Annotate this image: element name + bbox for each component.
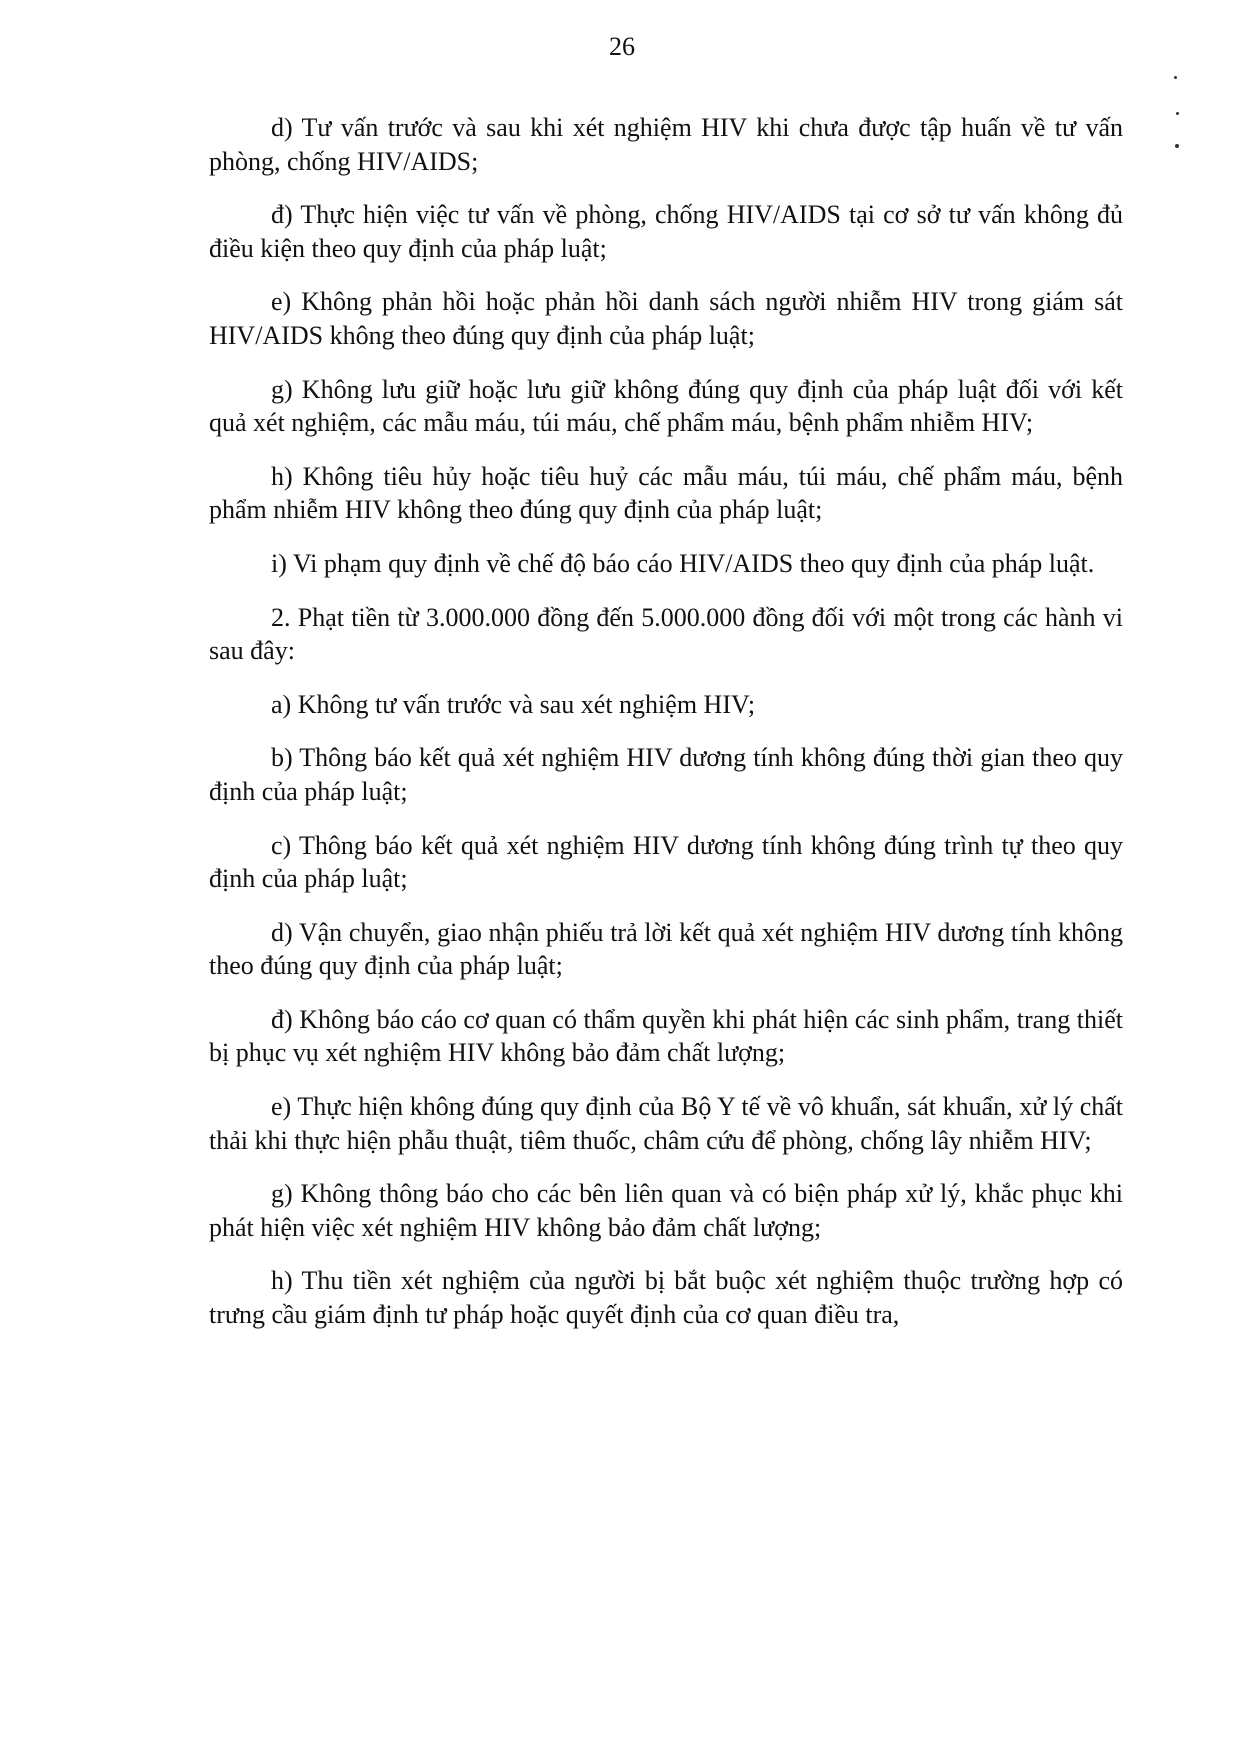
scan-speck (1175, 144, 1179, 148)
paragraph: c) Thông báo kết quả xét nghiệm HIV dương tính không đúng trình tự theo quy định của pháp luật; (209, 830, 1123, 894)
document-body (209, 111, 1123, 1352)
scan-speck (1174, 76, 1177, 79)
paragraph: h) Không tiêu hủy hoặc tiêu huỷ các mẫu máu, túi máu, chế phẩm máu, bệnh phẩm nhiễm HIV không theo đúng quy định của pháp luật; (209, 461, 1123, 525)
paragraph: d) Vận chuyển, giao nhận phiếu trả lời kết quả xét nghiệm HIV dương tính không theo đúng quy định của pháp luật; (209, 917, 1123, 981)
paragraph: g) Không lưu giữ hoặc lưu giữ không đúng quy định của pháp luật đối với kết quả xét nghiệm, các mẫu máu, túi máu, chế phẩm máu, bệnh phẩm nhiễm HIV; (209, 374, 1123, 438)
paragraph: đ) Thực hiện việc tư vấn về phòng, chống HIV/AIDS tại cơ sở tư vấn không đủ điều kiện theo quy định của pháp luật; (209, 200, 1123, 263)
paragraph: e) Không phản hồi hoặc phản hồi danh sách người nhiễm HIV trong giám sát HIV/AIDS không theo đúng quy định của pháp luật; (209, 287, 1123, 350)
paragraph: đ) Không báo cáo cơ quan có thẩm quyền khi phát hiện các sinh phẩm, trang thiết bị phục vụ xét nghiệm HIV không bảo đảm chất lượng; (209, 1004, 1123, 1068)
paragraph: g) Không thông báo cho các bên liên quan và có biện pháp xử lý, khắc phục khi phát hiện việc xét nghiệm HIV không bảo đảm chất lượng; (209, 1179, 1123, 1242)
paragraph: h) Thu tiền xét nghiệm của người bị bắt buộc xét nghiệm thuộc trường hợp có trưng cầu giám định tư pháp hoặc quyết định của cơ quan điều tra, (209, 1266, 1123, 1330)
paragraph: 2. Phạt tiền từ 3.000.000 đồng đến 5.000.000 đồng đối với một trong các hành vi sau đây: (209, 602, 1123, 666)
paragraph: i) Vi phạm quy định về chế độ báo cáo HIV/AIDS theo quy định của pháp luật. (271, 548, 1095, 578)
page-number: 26 (609, 32, 635, 61)
paragraph: a) Không tư vấn trước và sau xét nghiệm HIV; (271, 689, 756, 719)
paragraph: d) Tư vấn trước và sau khi xét nghiệm HIV khi chưa được tập huấn về tư vấn phòng, chống HIV/AIDS; (209, 113, 1123, 176)
paragraph: e) Thực hiện không đúng quy định của Bộ Y tế về vô khuẩn, sát khuẩn, xử lý chất thải khi thực hiện phẫu thuật, tiêm thuốc, châm cứu để phòng, chống lây nhiễm HIV; (209, 1092, 1123, 1155)
scan-speck (1176, 112, 1179, 115)
paragraph: b) Thông báo kết quả xét nghiệm HIV dương tính không đúng thời gian theo quy định của pháp luật; (209, 743, 1123, 806)
